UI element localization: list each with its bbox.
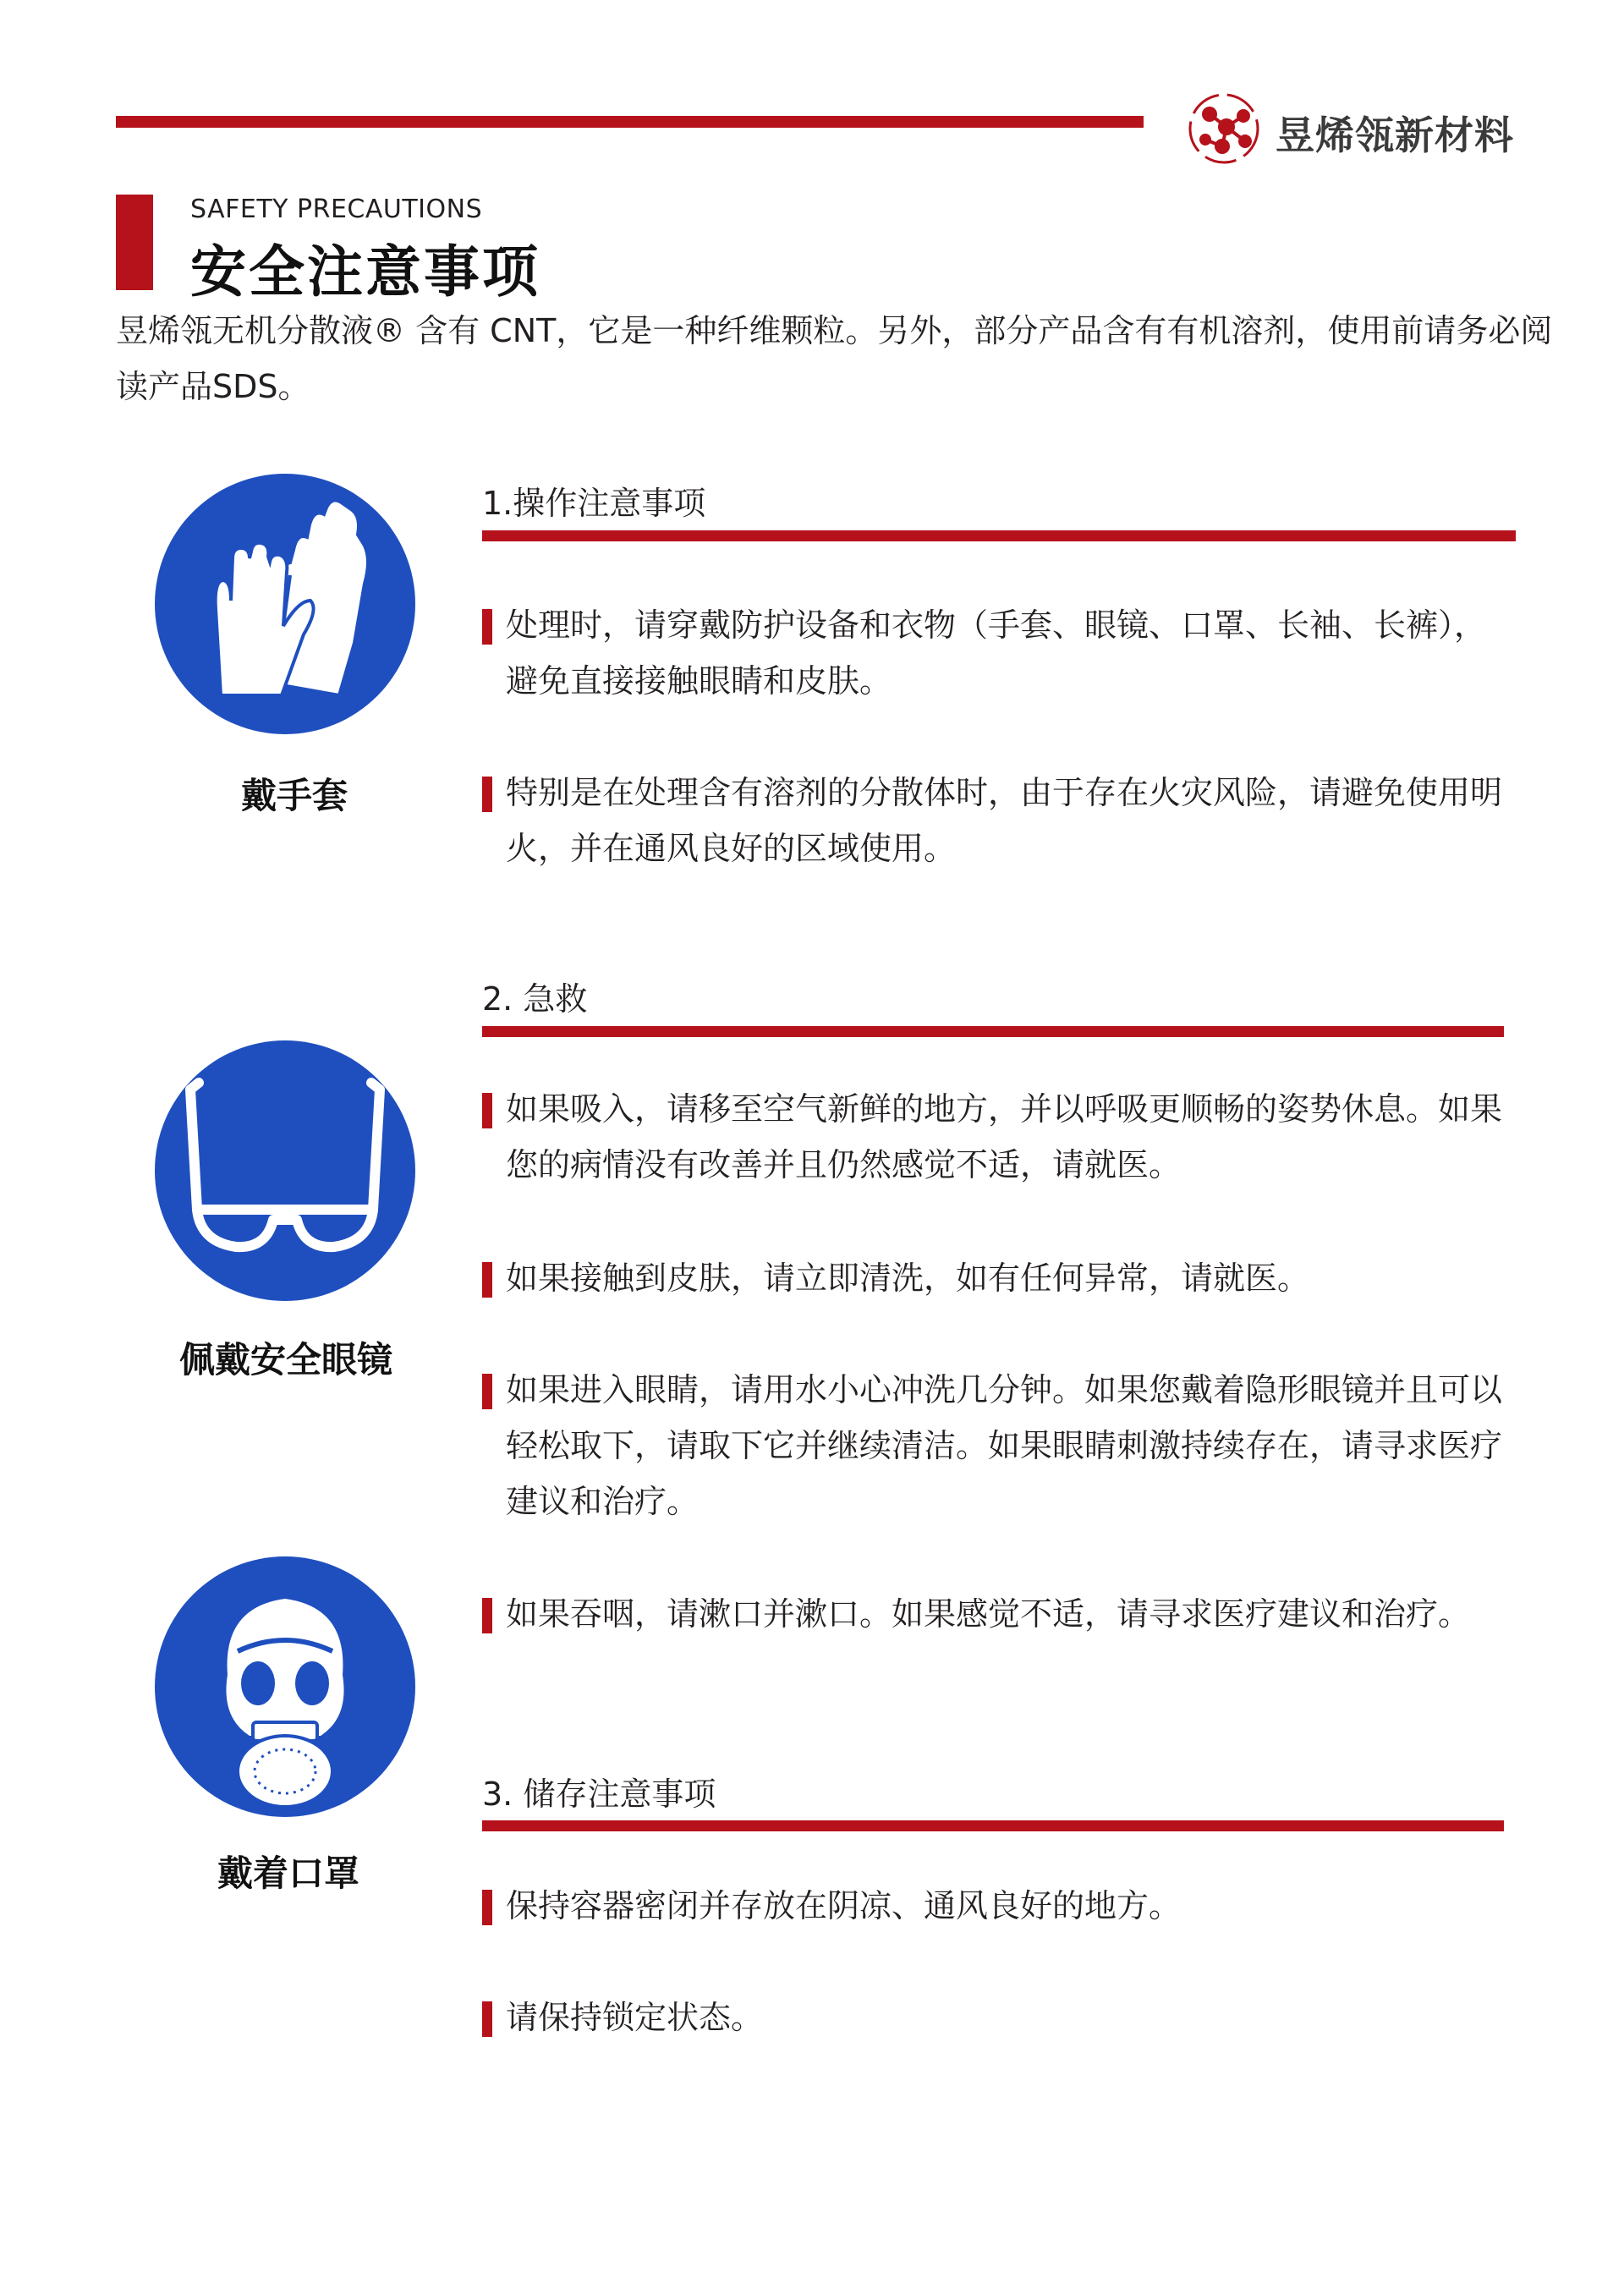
header-rule	[116, 116, 1144, 128]
bullet-marker	[482, 1093, 492, 1128]
safety-glasses-label: 佩戴安全眼镜	[179, 1339, 393, 1381]
section-rule-first-aid	[482, 1026, 1504, 1037]
bullet-marker	[482, 1598, 492, 1633]
section-title-first-aid: 2. 急救	[482, 980, 588, 1018]
safety-glasses-icon	[155, 1040, 415, 1301]
bullet-marker	[482, 1262, 492, 1298]
list-item: 如果进入眼睛，请用水小心冲洗几分钟。如果您戴着隐形眼镜并且可以轻松取下，请取下它并继续清洁。如果眼睛刺激持续存在，请寻求医疗建议和治疗。	[482, 1362, 1504, 1529]
molecule-logo-icon	[1184, 89, 1265, 169]
list-item: 如果吸入，请移至空气新鲜的地方，并以呼吸更顺畅的姿势休息。如果您的病情没有改善并且仍然感觉不适，请就医。	[482, 1081, 1504, 1193]
list-item: 如果吞咽，请漱口并漱口。如果感觉不适，请寻求医疗建议和治疗。	[482, 1586, 1504, 1642]
brand-name: 昱烯瓴新材料	[1276, 113, 1514, 158]
bullet-marker	[482, 1374, 492, 1409]
list-item: 如果接触到皮肤，请立即清洗，如有任何异常，请就医。	[482, 1250, 1504, 1306]
bullet-marker	[482, 2001, 492, 2037]
mask-icon	[155, 1556, 415, 1817]
mask-label: 戴着口罩	[217, 1853, 360, 1894]
gloves-label: 戴手套	[241, 775, 348, 816]
bullet-marker	[482, 1890, 492, 1925]
section-title-handling: 1.操作注意事项	[482, 485, 706, 522]
page-title: 安全注意事项	[190, 239, 540, 305]
gloves-icon	[155, 474, 415, 734]
bullet-marker	[482, 609, 492, 645]
list-item: 特别是在处理含有溶剂的分散体时，由于存在火灾风险，请避免使用明火，并在通风良好的区域使用。	[482, 765, 1516, 876]
list-item: 请保持锁定状态。	[482, 1990, 1504, 2045]
title-accent-bar	[116, 195, 153, 290]
section-title-storage: 3. 储存注意事项	[482, 1776, 716, 1813]
section-rule-storage	[482, 1820, 1504, 1831]
intro-text: 昱烯瓴无机分散液® 含有 CNT，它是一种纤维颗粒。另外，部分产品含有有机溶剂，使用前请务必阅读产品SDS。	[116, 312, 1553, 405]
list-item: 保持容器密闭并存放在阴凉、通风良好的地方。	[482, 1878, 1504, 1934]
bullet-marker	[482, 777, 492, 812]
page-subtitle: SAFETY PRECAUTIONS	[190, 195, 483, 224]
list-item: 处理时，请穿戴防护设备和衣物（手套、眼镜、口罩、长袖、长裤），避免直接接触眼睛和皮肤。	[482, 597, 1516, 709]
section-rule-handling	[482, 530, 1516, 541]
